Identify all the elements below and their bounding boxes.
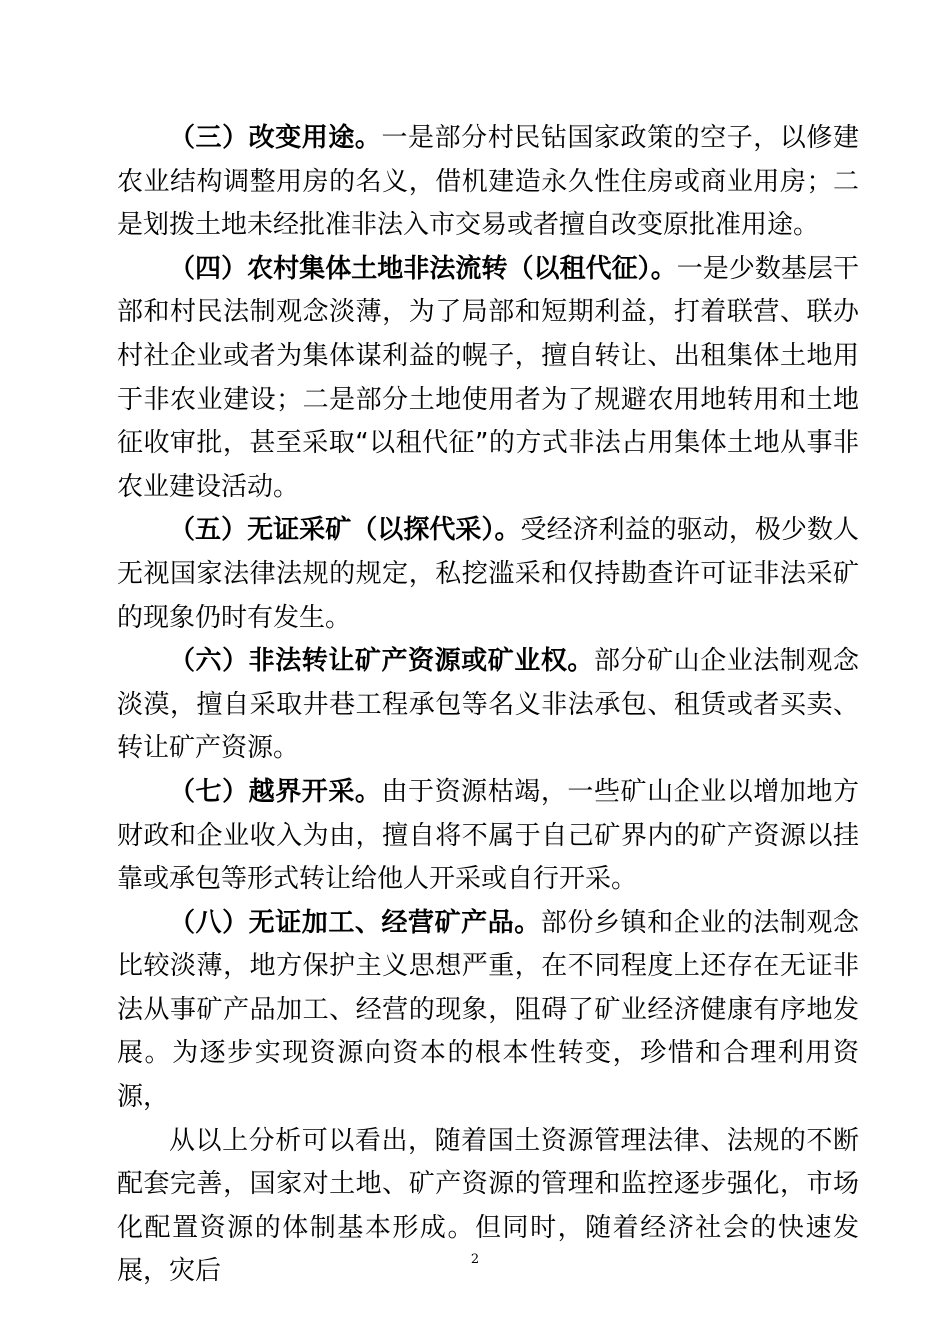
paragraph-change-use bbox=[117, 117, 859, 248]
paragraph-heading: （三）改变用途。 bbox=[169, 123, 382, 153]
paragraph-collective-land-transfer bbox=[117, 248, 859, 510]
paragraph-text: 由于资源枯竭，一些矿山企业以增加地方财政和企业收入为由，擅自将不属于自己矿界内的矿产资源以挂靠或承包等形式转让给他人开采或自行开采。 bbox=[117, 776, 859, 895]
paragraph-illegal-mineral-transfer bbox=[117, 640, 859, 771]
paragraph-text: 受经济利益的驱动，极少数人无视国家法律法规的规定，私挖滥采和仅持勘查许可证非法采矿的现象仍时有发生。 bbox=[117, 515, 859, 633]
paragraph-cross-boundary-mining bbox=[117, 771, 859, 902]
paragraph-text: 部份乡镇和企业的法制观念比较淡薄，地方保护主义思想严重，在不同程度上还存在无证非法从事矿产品加工、经营的现象，阻碍了矿业经济健康有序地发展。为逐步实现资源向资本的根本性转变，珍惜和合理利用资源， bbox=[117, 907, 859, 1113]
paragraph-text: 部分矿山企业法制观念淡漠，擅自采取井巷工程承包等名义非法承包、租赁或者买卖、转让矿产资源。 bbox=[117, 646, 859, 764]
paragraph-heading: （七）越界开采。 bbox=[169, 776, 382, 807]
paragraph-heading: （五）无证采矿（以探代采）。 bbox=[169, 515, 521, 546]
paragraph-heading: （四）农村集体土地非法流转（以租代征）。 bbox=[169, 253, 677, 284]
paragraph-text: 从以上分析可以看出，随着国土资源管理法律、法规的不断配套完善，国家对土地、矿产资源的管理和监控逐步强化，市场化配置资源的体制基本形成。但同时，随着经济社会的快速发展，灾后 bbox=[117, 1125, 859, 1287]
paragraph-unlicensed-processing bbox=[117, 902, 859, 1120]
paragraph-text: 一是少数基层干部和村民法制观念淡薄，为了局部和短期利益，打着联营、联办村社企业或者为集体谋利益的幌子，擅自转让、出租集体土地用于非农业建设；二是部分土地使用者为了规避农用地转用和土地征收审批，甚至采取“以租代征”的方式非法占用集体土地从事非农业建设活动。 bbox=[117, 253, 859, 502]
paragraph-heading: （八）无证加工、经营矿产品。 bbox=[169, 907, 541, 938]
body-text bbox=[117, 117, 859, 1294]
paragraph-text: 一是部分村民钻国家政策的空子，以修建农业结构调整用房的名义，借机建造永久性住房或商业用房；二是划拨土地未经批准非法入市交易或者擅自改变原批准用途。 bbox=[117, 123, 859, 241]
paragraph-unlicensed-mining bbox=[117, 509, 859, 640]
page-number: 2 bbox=[470, 1252, 480, 1267]
paragraph-heading: （六）非法转让矿产资源或矿业权。 bbox=[169, 646, 594, 677]
